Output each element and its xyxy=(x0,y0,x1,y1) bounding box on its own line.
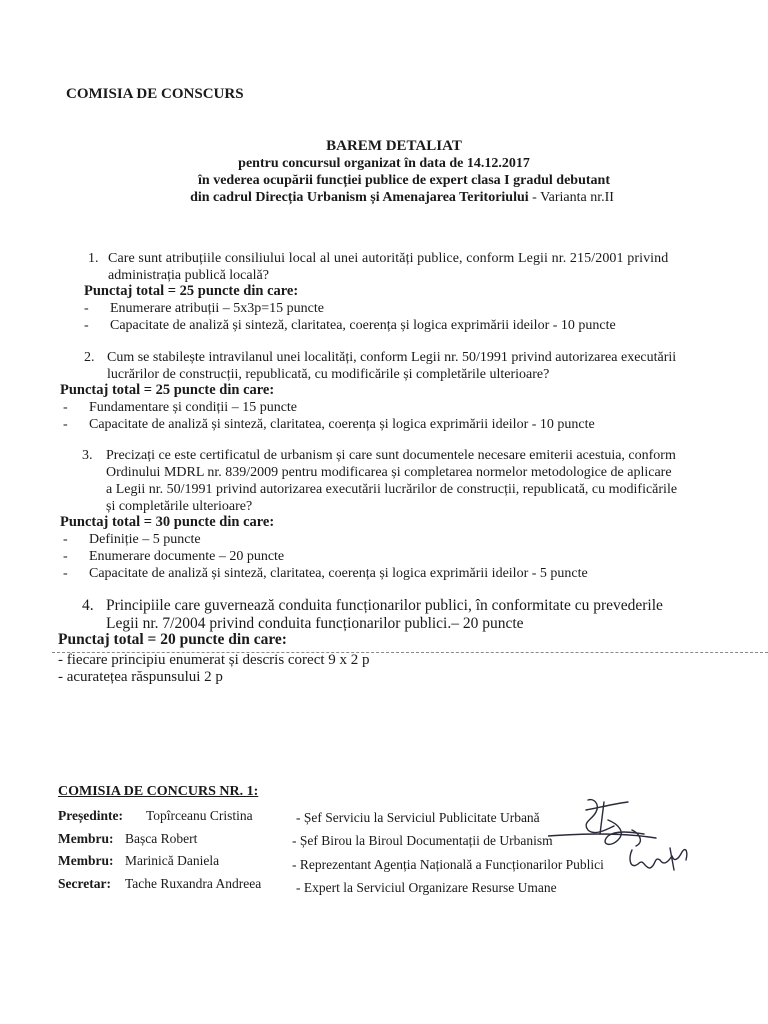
subtitle-department xyxy=(18,190,768,206)
member-row xyxy=(58,853,113,869)
punctaj-total: Punctaj total = 20 puncte din care: xyxy=(58,631,287,648)
bullet-dash: - xyxy=(63,400,68,415)
document-title: BAREM DETALIAT xyxy=(326,138,462,154)
member-function: - Reprezentant Agenția Națională a Funcționarilor Publici xyxy=(292,857,604,872)
question-text-line: lucrărilor de construcții, republicată, cu modificările și completările ulterioare? xyxy=(107,367,550,382)
bullet-dash: - xyxy=(63,566,68,581)
member-function: - Șef Birou la Biroul Documentații de Urbanism xyxy=(292,833,553,848)
organization-header: COMISIA DE CONSCURS xyxy=(66,86,244,102)
member-function: - Expert la Serviciul Organizare Resurse Umane xyxy=(296,880,557,895)
question-text-line: Ordinului MDRL nr. 839/2009 pentru modificarea și completarea normelor metodologice de aplicare xyxy=(106,465,672,480)
member-row xyxy=(58,808,123,824)
scoring-item-text: Enumerare documente – 20 puncte xyxy=(89,549,285,564)
question-text-line: a Legii nr. 50/1991 privind autorizarea executării lucrărilor de construcții, republicată, cu modificările xyxy=(106,482,678,497)
member-name: Marinică Daniela xyxy=(125,853,220,868)
punctaj-total: Punctaj total = 25 puncte din care: xyxy=(60,382,275,398)
handwritten-signature xyxy=(548,790,708,890)
scoring-item xyxy=(63,417,713,434)
question-number: 3. xyxy=(82,448,93,463)
scoring-item-text: Capacitate de analiză și sinteză, claritatea, coerența și logica exprimării ideilor - 5 puncte xyxy=(89,566,588,581)
scoring-item xyxy=(63,400,713,417)
question-text-line: Cum se stabilește intravilanul unei localități, conform Legii nr. 50/1991 privind autorizarea executării xyxy=(107,350,677,365)
scoring-item-text: Enumerare atribuții – 5x3p=15 puncte xyxy=(110,301,324,316)
question-number: 4. xyxy=(82,597,94,614)
scoring-item xyxy=(84,301,734,318)
scoring-item xyxy=(63,549,713,566)
bullet-dash: - xyxy=(63,417,68,432)
question-text-line: Legii nr. 7/2004 privind conduita funcționarilor publici.– 20 puncte xyxy=(106,615,524,632)
member-name: Topîrceanu Cristina xyxy=(146,808,253,823)
subtitle-contest-date: pentru concursul organizat în data de 14.12.2017 xyxy=(238,156,530,171)
member-name: Tache Ruxandra Andreea xyxy=(125,876,262,891)
scoring-item xyxy=(63,566,713,583)
variant-label: - Varianta nr.II xyxy=(528,190,614,205)
subtitle-position: în vederea ocupării funcției publice de expert clasa I gradul debutant xyxy=(198,173,610,188)
question-text-line: și completările ulterioare? xyxy=(106,499,253,514)
scoring-item-text: Capacitate de analiză și sinteză, claritatea, coerența și logica exprimării ideilor - 10 puncte xyxy=(89,417,595,432)
bullet-dash: - xyxy=(84,318,89,333)
bullet-dash: - xyxy=(63,532,68,547)
scoring-item-text: Capacitate de analiză și sinteză, claritatea, coerența și logica exprimării ideilor - 10 puncte xyxy=(110,318,616,333)
commission-title: COMISIA DE CONCURS NR. 1: xyxy=(58,784,259,799)
department-name: din cadrul Direcția Urbanism și Amenajarea Teritoriului xyxy=(190,190,529,205)
member-role: Membru: xyxy=(58,853,114,868)
question-number: 2. xyxy=(84,350,95,365)
punctaj-total: Punctaj total = 25 puncte din care: xyxy=(84,283,299,299)
member-row xyxy=(58,876,111,892)
member-function: - Șef Serviciu la Serviciul Publicitate Urbană xyxy=(296,810,540,825)
question-text-line: administrația publică locală? xyxy=(108,268,269,283)
scoring-item xyxy=(63,532,713,549)
scoring-item xyxy=(84,318,734,335)
member-role: Președinte: xyxy=(58,808,123,823)
scoring-item: - fiecare principiu enumerat și descris corect 9 x 2 p xyxy=(58,652,370,668)
question-number: 1. xyxy=(88,251,99,266)
scoring-item-text: Definiție – 5 puncte xyxy=(89,532,201,547)
member-name: Bașca Robert xyxy=(125,831,198,846)
bullet-dash: - xyxy=(84,301,89,316)
question-text-line: Principiile care guvernează conduita funcționarilor publici, în conformitate cu prevederile xyxy=(106,597,663,614)
bullet-dash: - xyxy=(63,549,68,564)
member-row xyxy=(58,831,113,847)
member-role: Secretar: xyxy=(58,876,111,891)
question-text-line: Care sunt atribuțiile consiliului local al unei autorități publice, conform Legii nr. 215/2001 privind xyxy=(108,251,669,266)
scoring-item: - acuratețea răspunsului 2 p xyxy=(58,669,223,685)
member-role: Membru: xyxy=(58,831,114,846)
scoring-item-text: Fundamentare și condiții – 15 puncte xyxy=(89,400,298,415)
punctaj-total: Punctaj total = 30 puncte din care: xyxy=(60,514,275,530)
question-text-line: Precizați ce este certificatul de urbanism și care sunt documentele necesare emiterii acestuia, conform xyxy=(106,448,676,463)
